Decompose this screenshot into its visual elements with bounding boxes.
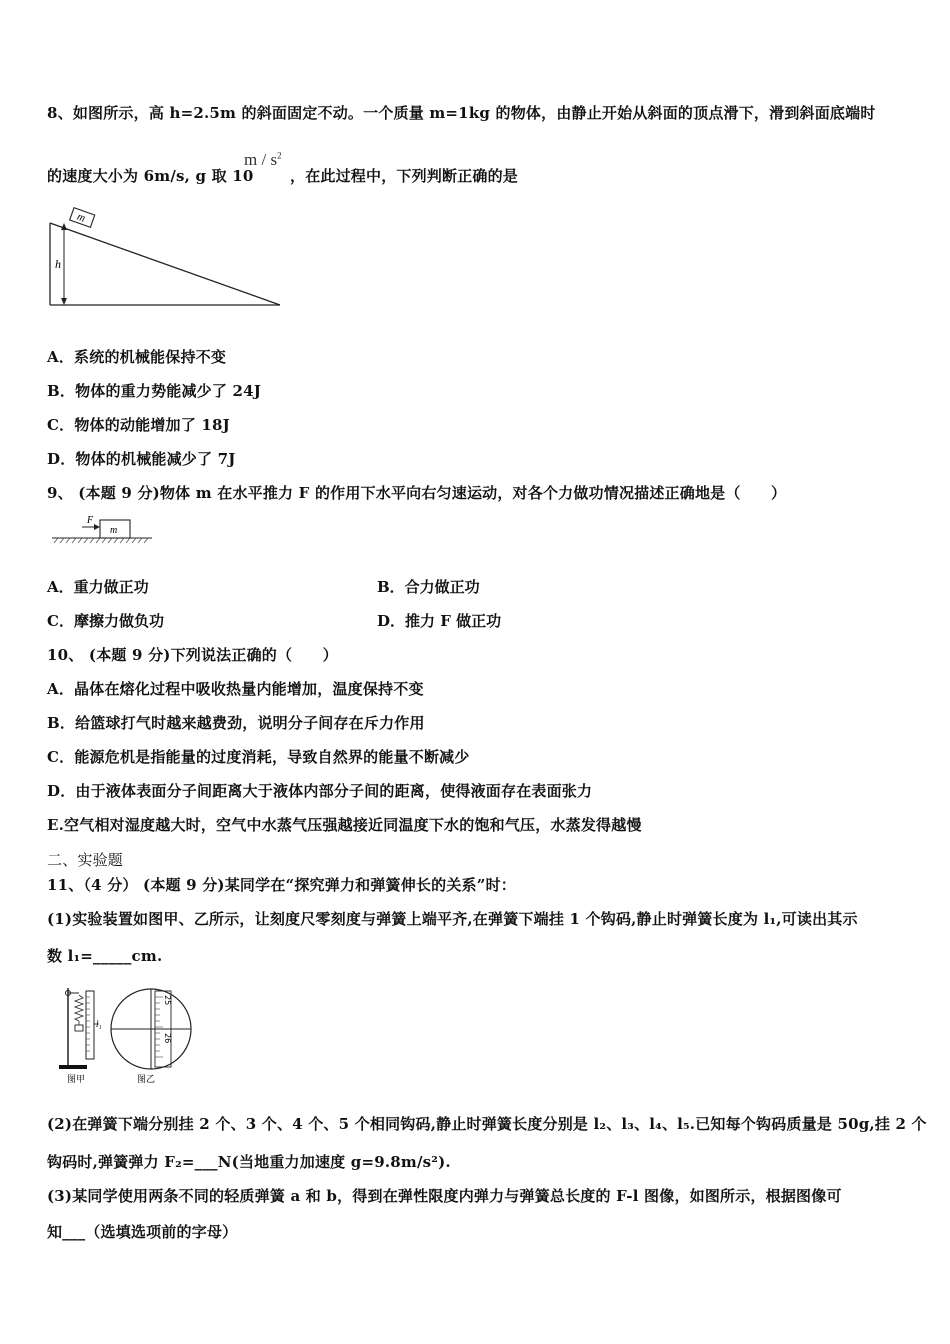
q8-stem-line1: 8、如图所示，高 h=2.5m 的斜面固定不动。一个质量 m=1kg 的物体，由静止开始从斜面的顶点滑下，滑到斜面底端时 — [47, 104, 876, 122]
length-label: l₁ — [96, 1019, 102, 1029]
figure-b-caption: 图乙 — [137, 1075, 156, 1085]
push-figure — [50, 513, 154, 549]
q11-part2-line1: (2)在弹簧下端分别挂 2 个、3 个、4 个、5 个相同钩码,静止时弹簧长度分别是 l₂、l₃、l₄、l₅.已知每个钩码质量是 50g,挂 2 个 — [47, 1115, 927, 1133]
figure-a-caption: 图甲 — [67, 1075, 86, 1085]
height-label: h — [55, 257, 61, 271]
q8-unit — [244, 150, 282, 170]
q8-option-d: D．物体的机械能减少了 7J — [47, 450, 236, 468]
q9-option-b: B．合力做正功 — [377, 578, 480, 596]
ground-hatching — [54, 538, 148, 543]
ruler — [86, 991, 94, 1059]
q11-stem: 11、（4 分） (本题 9 分)某同学在“探究弹力和弹簧伸长的关系”时： — [47, 876, 516, 894]
q8-option-b: B．物体的重力势能减少了 24J — [47, 382, 262, 400]
hook-weight — [75, 1025, 83, 1031]
height-arrow-head-top — [61, 223, 67, 230]
push-block-label: m — [110, 525, 118, 536]
q8-stem-line2-end: ，在此过程中，下列判断正确的是 — [290, 167, 519, 185]
q10-stem: 10、 (本题 9 分)下列说法正确的（ ） — [47, 646, 338, 664]
stand-apparatus — [59, 988, 102, 1069]
height-arrow-head-bottom — [61, 298, 67, 305]
q11-part3-line1: (3)某同学使用两条不同的轻质弹簧 a 和 b，得到在弹性限度内弹力与弹簧总长度的 F-l 图像，如图所示，根据图像可 — [47, 1187, 842, 1205]
q8-option-a: A．系统的机械能保持不变 — [47, 348, 227, 366]
tick-26: 26 — [163, 1033, 172, 1044]
q11-part1-line2: 数 l₁=_____cm. — [47, 947, 163, 965]
q9-stem: 9、 (本题 9 分)物体 m 在水平推力 F 的作用下水平向右匀速运动，对各个力做功情况描述正确地是（ ） — [47, 484, 787, 502]
q8-stem-line2 — [47, 165, 254, 186]
q11-part2-line2: 钩码时,弹簧弹力 F₂=___N(当地重力加速度 g=9.8m/s²). — [47, 1153, 451, 1171]
q9-option-c: C．摩擦力做负功 — [47, 612, 164, 630]
q8-unit-exponent: 2 — [277, 150, 282, 161]
tick-25: 25 — [163, 995, 172, 1006]
force-arrow-head — [94, 524, 100, 530]
q10-option-c: C．能源危机是指能量的过度消耗，导致自然界的能量不断减少 — [47, 748, 470, 766]
q11-part3-line2: 知___（选填选项前的字母） — [47, 1223, 238, 1241]
q11-part1-line1: (1)实验装置如图甲、乙所示，让刻度尺零刻度与弹簧上端平齐,在弹簧下端挂 1 个钩码,静止时弹簧长度为 l₁,可读出其示 — [47, 910, 858, 928]
q8-unit-text: m / s — [244, 150, 278, 169]
q10-option-b: B．给篮球打气时越来越费劲，说明分子间存在斥力作用 — [47, 714, 425, 732]
force-label: F — [87, 515, 94, 526]
q10-option-d: D．由于液体表面分子间距离大于液体内部分子间的距离，使得液面存在表面张力 — [47, 782, 593, 800]
q10-option-a: A．晶体在熔化过程中吸收热量内能增加，温度保持不变 — [47, 680, 424, 698]
incline-block-label: m — [75, 210, 87, 225]
incline-block — [70, 208, 95, 228]
q10-option-e: E.空气相对湿度越大时，空气中水蒸气压强越接近同温度下水的饱和气压，水蒸发得越慢 — [47, 816, 642, 834]
magnified-view — [111, 989, 191, 1069]
incline-slope — [50, 223, 280, 305]
spring — [75, 995, 83, 1021]
spring-figure — [55, 983, 205, 1085]
q9-option-a: A．重力做正功 — [47, 578, 149, 596]
section-title: 二、实验题 — [47, 851, 124, 869]
q9-option-d: D．推力 F 做正功 — [377, 612, 502, 630]
incline-figure — [40, 205, 290, 310]
q8-option-c: C．物体的动能增加了 18J — [47, 416, 230, 434]
q8-stem-line2-text: 的速度大小为 6m/s, g 取 10 — [47, 167, 254, 185]
